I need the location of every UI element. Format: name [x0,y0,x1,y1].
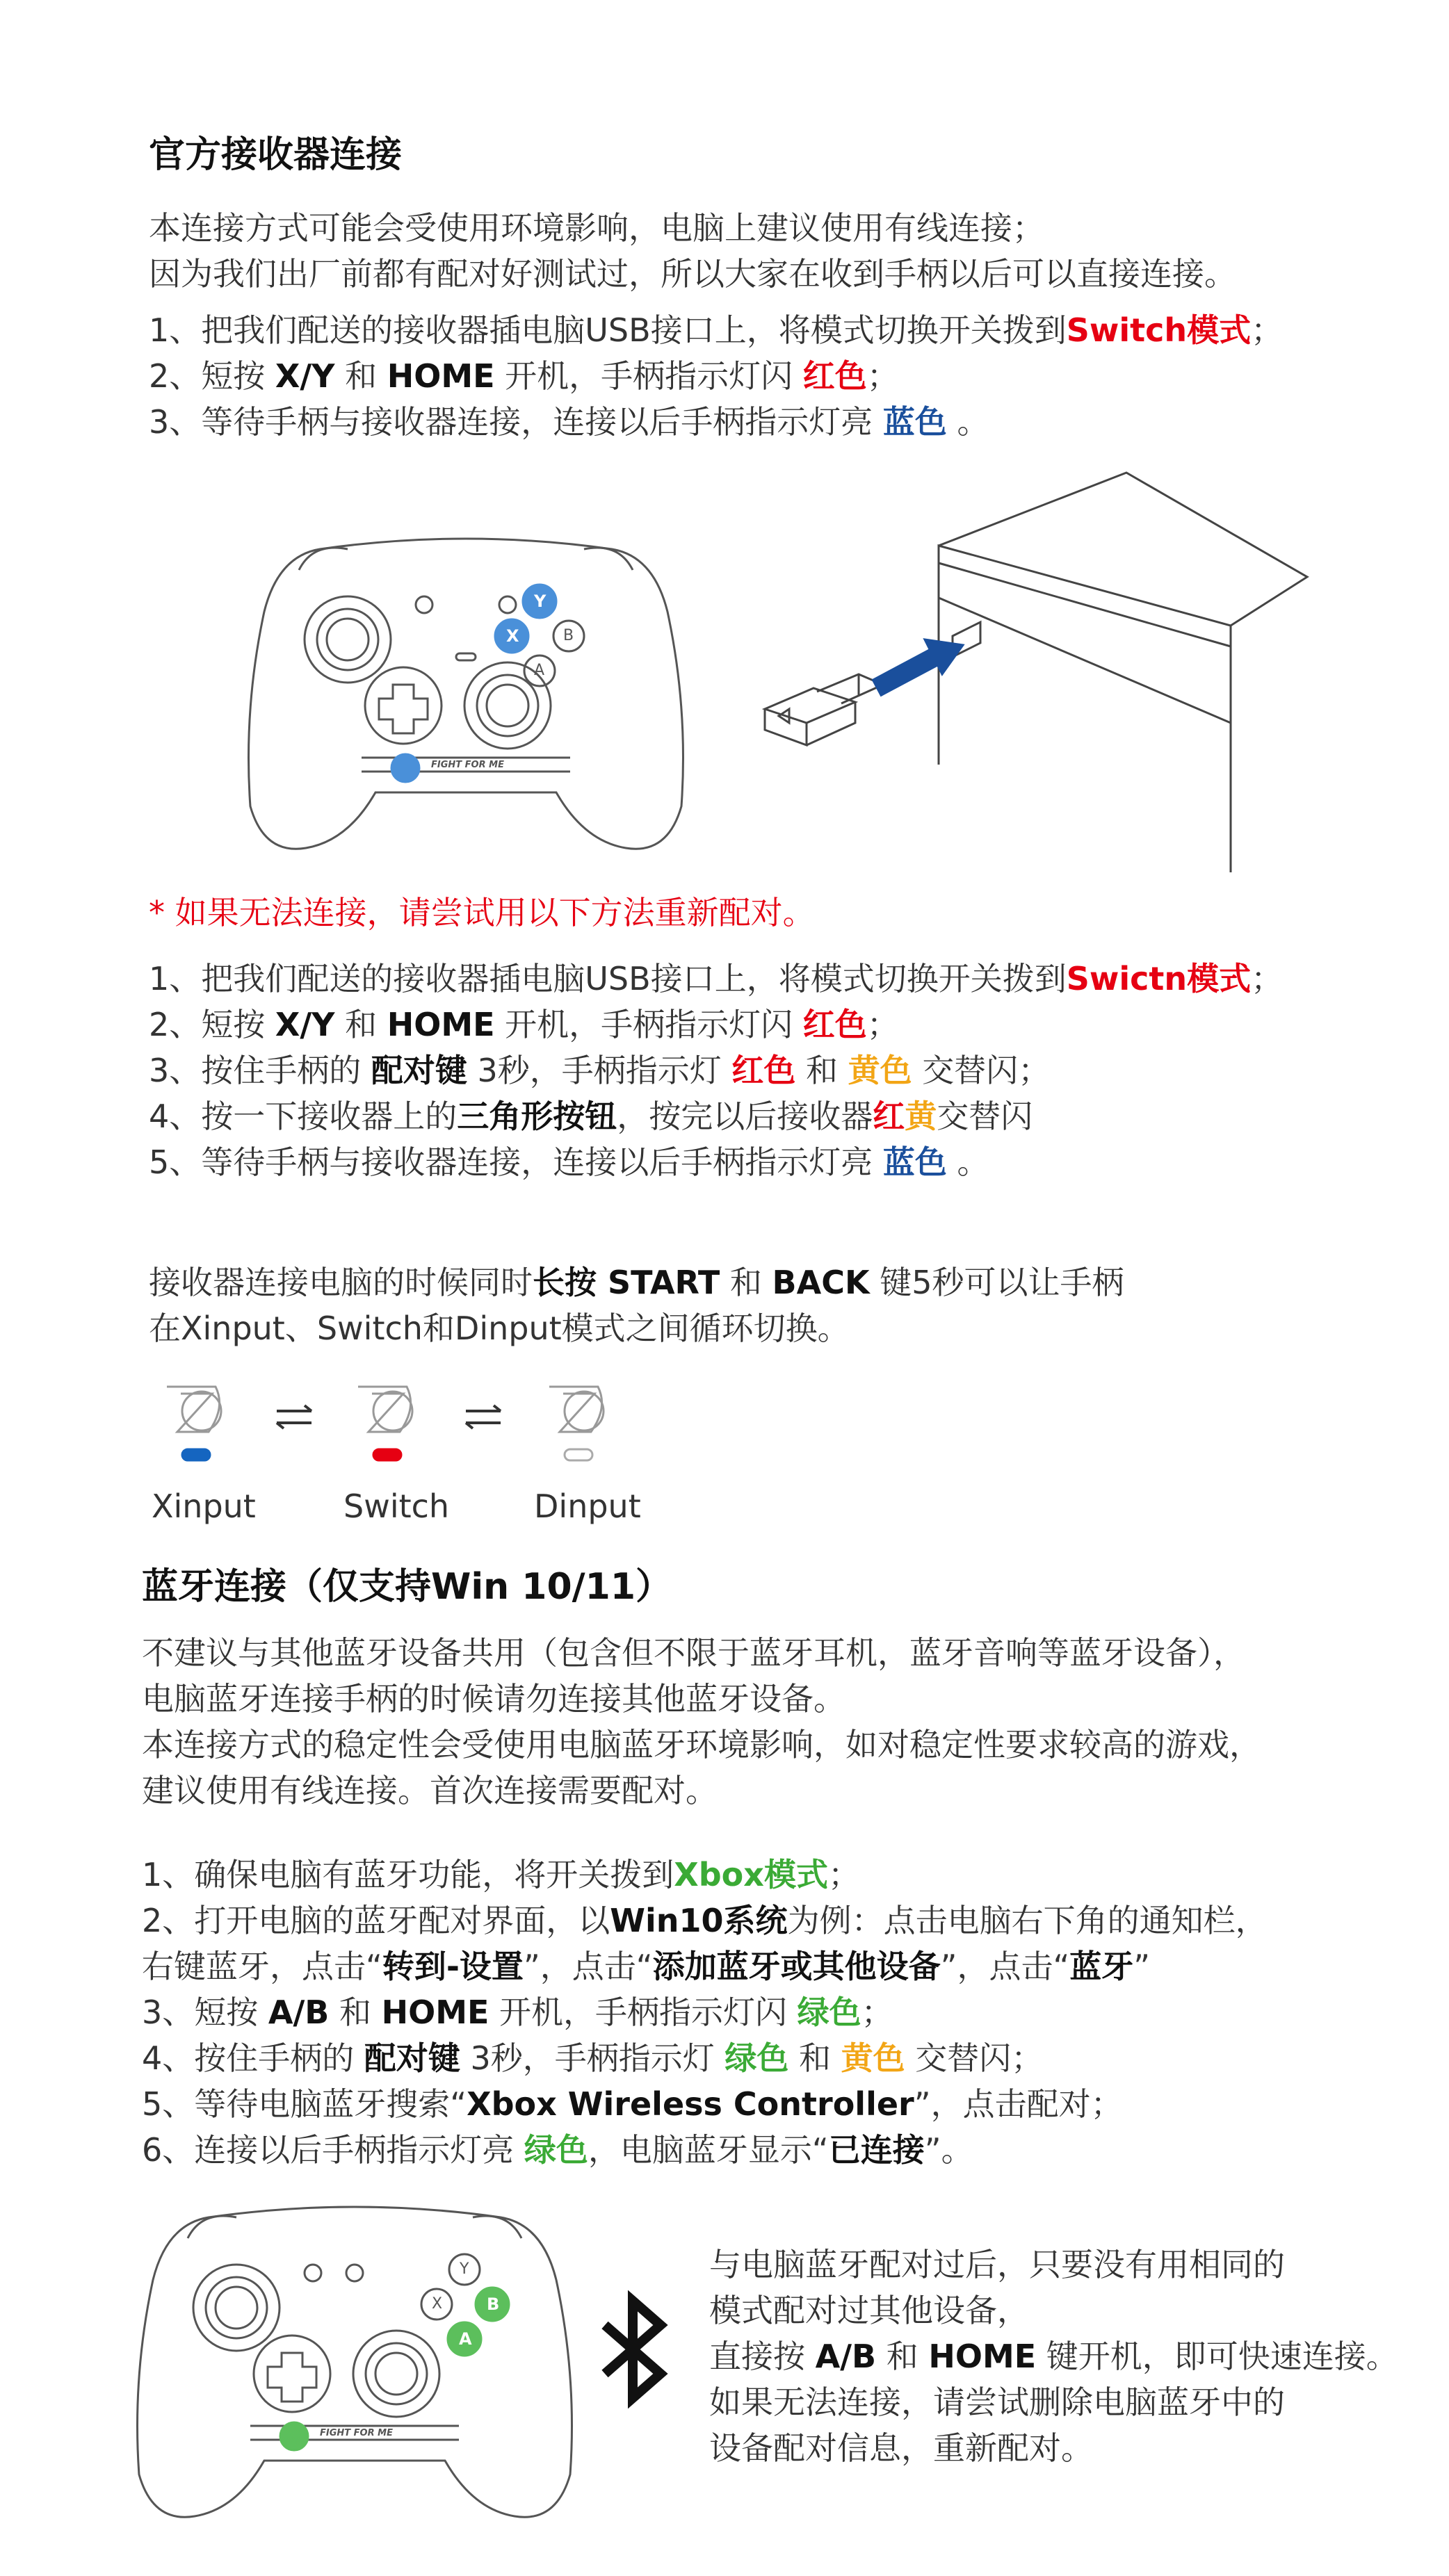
side-text-line: 如果无法连接，请尝试删除电脑蓝牙中的 [709,2383,1285,2421]
button-label-y: Y [534,592,547,611]
repair-step-5: 5、等待手柄与接收器连接，连接以后手柄指示灯亮 蓝色 。 [149,1143,989,1181]
receiver-intro-line: 本连接方式可能会受使用环境影响，电脑上建议使用有线连接； [149,209,1044,247]
logo-icon [167,1387,221,1432]
controller-diagram-receiver [236,528,695,862]
side-text-line: 与电脑蓝牙配对过后，只要没有用相同的 [709,2246,1285,2283]
controller-brand-text: FIGHT FOR ME [320,2428,393,2438]
side-text-line: 设备配对信息，重新配对。 [709,2429,1093,2467]
controller-brand-text: FIGHT FOR ME [431,760,504,770]
button-label-a: A [459,2329,472,2349]
mode-switch-line-1: 接收器连接电脑的时候同时长按 START 和 BACK 键5秒可以让手柄 [149,1264,1124,1301]
side-text-line: 直接按 A/B 和 HOME 键开机，即可快速连接。 [709,2338,1398,2375]
button-label-b: B [563,627,574,644]
receiver-step-3: 3、等待手柄与接收器连接，连接以后手柄指示灯亮 蓝色 。 [149,403,989,441]
controller-diagram-bluetooth [125,2196,584,2530]
receiver-intro-line: 因为我们出厂前都有配对好测试过，所以大家在收到手柄以后可以直接连接。 [149,255,1236,293]
repair-note: * 如果无法连接，请尝试用以下方法重新配对。 [149,894,815,931]
receiver-step-2: 2、短按 X/Y 和 HOME 开机，手柄指示灯闪 红色； [149,357,899,395]
repair-step-3: 3、按住手柄的 配对键 3秒，手柄指示灯 红色 和 黄色 交替闪； [149,1052,1051,1089]
mode-label-dinput: Dinput [534,1487,641,1525]
bluetooth-step-5: 5、等待电脑蓝牙搜索“Xbox Wireless Controller”，点击配对； [142,2085,1123,2123]
side-text-line: 模式配对过其他设备， [709,2292,1029,2329]
mode-label-xinput: Xinput [152,1487,256,1525]
swap-arrows-icon [466,1405,501,1428]
pc-usb-diagram [751,473,1307,876]
repair-step-1: 1、把我们配送的接收器插电脑USB接口上，将模式切换开关拨到Swictn模式； [149,960,1284,997]
bluetooth-intro-line: 建议使用有线连接。首次连接需要配对。 [142,1772,718,1809]
bluetooth-step-3: 3、短按 A/B 和 HOME 开机，手柄指示灯闪 绿色； [142,1994,893,2031]
bluetooth-steps [142,1852,1268,2173]
repair-steps [149,956,1283,1185]
logo-icon [358,1387,412,1432]
mode-switch-line-2: 在Xinput、Switch和Dinput模式之间循环切换。 [149,1310,850,1347]
button-label-b: B [487,2294,500,2314]
mode-label-switch: Switch [343,1487,450,1525]
bluetooth-step-1: 1、确保电脑有蓝牙功能，将开关拨到Xbox模式； [142,1856,860,1893]
receiver-steps [149,307,1283,445]
bluetooth-side-text [709,2242,1398,2471]
button-label-x: X [506,626,519,646]
bluetooth-icon [594,2294,678,2405]
receiver-step-1: 1、把我们配送的接收器插电脑USB接口上，将模式切换开关拨到Switch模式； [149,311,1284,349]
bluetooth-intro-line: 本连接方式的稳定性会受使用电脑蓝牙环境影响，如对稳定性要求较高的游戏， [142,1726,1261,1763]
section-title-receiver: 官方接收器连接 [149,134,403,176]
swap-arrows-icon [277,1405,311,1428]
logo-icon [549,1387,604,1432]
led-off [565,1449,592,1460]
bluetooth-intro [142,1630,1261,1813]
mode-cycle-diagram [160,1380,633,1470]
bluetooth-intro-line: 不建议与其他蓝牙设备共用（包含但不限于蓝牙耳机，蓝牙音响等蓝牙设备）， [142,1634,1245,1672]
led-blue [182,1449,210,1460]
led-red [373,1449,401,1460]
button-label-x: X [432,2295,443,2313]
receiver-intro [149,205,1236,297]
bluetooth-step-6: 6、连接以后手柄指示灯亮 绿色，电脑蓝牙显示“已连接”。 [142,2131,973,2169]
bluetooth-intro-line: 电脑蓝牙连接手柄的时候请勿连接其他蓝牙设备。 [142,1680,845,1718]
bluetooth-step-2: 2、打开电脑的蓝牙配对界面，以Win10系统为例：点击电脑右下角的通知栏， [142,1902,1268,1939]
bluetooth-step-4: 4、按住手柄的 配对键 3秒，手柄指示灯 绿色 和 黄色 交替闪； [142,2039,1044,2077]
repair-step-4: 4、按一下接收器上的三角形按钮，按完以后接收器红黄交替闪 [149,1098,1033,1135]
repair-step-2: 2、短按 X/Y 和 HOME 开机，手柄指示灯闪 红色； [149,1006,899,1043]
section-title-bluetooth: 蓝牙连接（仅支持Win 10/11） [142,1566,672,1608]
mode-switch-text [149,1260,1124,1351]
button-label-a: A [534,662,545,679]
bluetooth-step-2-cont: 右键蓝牙，点击“转到-设置”，点击“添加蓝牙或其他设备”，点击“蓝牙” [142,1948,1151,1985]
button-label-y: Y [460,2260,469,2278]
